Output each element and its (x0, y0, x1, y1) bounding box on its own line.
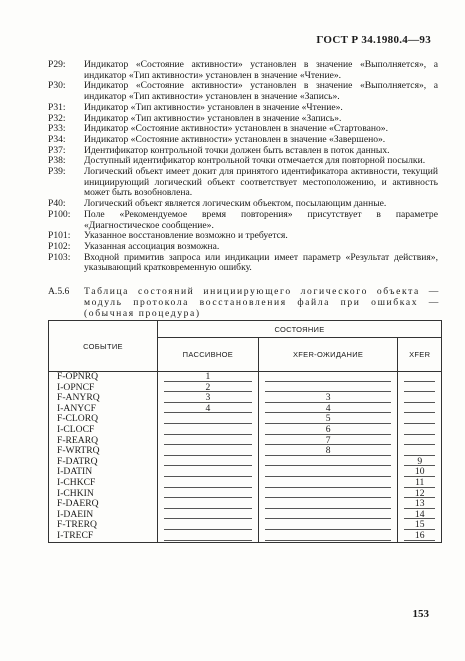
column-header-passive: ПАССИВНОЕ (158, 338, 259, 372)
definition-code: P38: (48, 155, 66, 167)
state-cell (258, 467, 398, 478)
cell-underline (164, 444, 252, 445)
definition-code: P30: (48, 80, 66, 92)
cell-value: 13 (414, 498, 425, 510)
state-cell (398, 404, 442, 415)
state-cell (158, 457, 259, 468)
state-cell (398, 414, 442, 425)
state-cell (258, 446, 398, 457)
state-cell (258, 520, 398, 531)
table-row (49, 446, 442, 457)
definition-code: P29: (48, 59, 66, 70)
cell-underline (404, 381, 435, 382)
table-row (49, 499, 442, 510)
cell-underline (265, 508, 392, 509)
cell-underline (265, 381, 392, 382)
cell-underline (404, 402, 435, 403)
state-cell (158, 467, 259, 478)
cell-underline (164, 465, 252, 466)
cell-underline (265, 497, 392, 498)
state-cell (158, 520, 259, 531)
cell-underline (164, 508, 252, 509)
cell-underline (265, 518, 392, 519)
table-row (49, 436, 442, 447)
definition-text: Индикатор «Состояние активности» установлен в значение «Выполняется», а индикатор «Тип активности» установлен в значение «Запись». (84, 80, 438, 103)
event-name: I-CLOCF (49, 425, 158, 436)
state-cell (398, 393, 442, 404)
column-header-xfer-waiting: XFER-ОЖИДАНИЕ (258, 338, 398, 372)
state-cell (158, 404, 259, 415)
column-header-xfer: XFER (398, 338, 442, 372)
definition-code: P37: (48, 144, 66, 156)
cell-value: 12 (414, 487, 425, 499)
cell-underline (164, 540, 252, 541)
state-cell (398, 436, 442, 447)
definition-text: Индикатор «Тип активности» установлен в значение «Чтение». (84, 101, 343, 113)
cell-underline (164, 455, 252, 456)
definition-code: P100: (48, 208, 71, 220)
table-row (49, 510, 442, 521)
state-cell (158, 499, 259, 510)
cell-value: 16 (414, 529, 425, 541)
state-cell (398, 531, 442, 542)
state-cell (258, 489, 398, 500)
cell-value: 5 (325, 413, 331, 425)
definition-code: P32: (48, 112, 66, 124)
cell-underline (164, 487, 252, 488)
cell-underline (404, 444, 435, 445)
event-name: F-DAERQ (49, 499, 158, 510)
cell-underline (164, 497, 252, 498)
cell-value: 8 (325, 445, 331, 457)
definition-text: Поле «Рекомендуемое время повторения» присутствует в параметре «Диагностическое сообщение». (84, 208, 438, 231)
state-cell (258, 457, 398, 468)
cell-underline (164, 434, 252, 435)
cell-value: 3 (205, 392, 211, 404)
definition-item (48, 81, 438, 102)
state-cell (258, 372, 398, 383)
cell-value: 3 (325, 392, 331, 404)
cell-value: 4 (325, 402, 331, 414)
table-row (49, 467, 442, 478)
definition-code: P40: (48, 198, 66, 210)
table-row (49, 425, 442, 436)
state-cell (398, 383, 442, 394)
definition-text: Указанная ассоциация возможна. (84, 240, 220, 252)
cell-underline (164, 412, 252, 413)
definition-code: P39: (48, 166, 66, 178)
cell-underline (265, 476, 392, 477)
definition-code: P34: (48, 133, 66, 145)
page-number: 153 (412, 608, 429, 620)
definition-text: Идентификатор контрольной точки должен быть вставлен в поток данных. (84, 144, 390, 156)
definition-item (48, 210, 438, 231)
table-row (49, 393, 442, 404)
document-header: ГОСТ Р 34.1980.4—93 (316, 34, 431, 46)
state-cell (398, 372, 442, 383)
definition-code: P101: (48, 230, 71, 242)
cell-underline (164, 529, 252, 530)
event-name: I-DATIN (49, 467, 158, 478)
cell-underline (265, 465, 392, 466)
definition-item (48, 60, 438, 81)
cell-underline (404, 540, 435, 541)
definition-text: Логический объект является логическим объектом, посылающим данные. (84, 198, 387, 210)
event-name: F-TRERQ (49, 520, 158, 531)
state-cell (158, 425, 259, 436)
definition-text: Входной примитив запроса или индикации имеет параметр «Результат действия», указывающий кратковременную ошибку. (84, 251, 438, 274)
definition-text: Логический объект имеет докит для принятого идентификатора активности, текущий инициирующий логический объект соответствует местоположению, и активность может быть возобновлена. (84, 166, 438, 199)
cell-underline (404, 434, 435, 435)
definition-code: P103: (48, 251, 71, 263)
cell-value: 15 (414, 519, 425, 531)
cell-underline (265, 529, 392, 530)
cell-underline (404, 412, 435, 413)
event-name: F-REARQ (49, 436, 158, 447)
definitions-list (48, 60, 438, 274)
state-cell (158, 414, 259, 425)
event-name: F-OPNRQ (49, 372, 158, 383)
state-cell (258, 531, 398, 542)
state-cell (258, 478, 398, 489)
cell-value: 4 (205, 402, 211, 414)
state-cell (158, 436, 259, 447)
event-name: I-DAEIN (49, 510, 158, 521)
cell-underline (265, 455, 392, 456)
state-cell (258, 510, 398, 521)
table-row (49, 383, 442, 394)
event-name: I-TRECF (49, 531, 158, 542)
table-row (49, 372, 442, 383)
cell-value: 2 (205, 381, 211, 393)
definition-text: Индикатор «Состояние активности» установлен в значение «Выполняется», а индикатор «Тип активности» установлен в значение «Чтение». (84, 59, 438, 81)
event-name: I-CHKIN (49, 489, 158, 500)
table-row (49, 457, 442, 468)
event-name: F-DATRQ (49, 457, 158, 468)
cell-value: 14 (414, 508, 425, 520)
state-cell (158, 478, 259, 489)
state-table (48, 320, 442, 543)
cell-underline (164, 423, 252, 424)
table-row (49, 478, 442, 489)
definition-text: Индикатор «Тип активности» установлен в значение «Запись». (84, 112, 342, 124)
definition-text: Доступный идентификатор контрольной точки отмечается для повторной посылки. (84, 155, 426, 167)
cell-underline (164, 518, 252, 519)
event-name: I-OPNCF (49, 383, 158, 394)
cell-value: 9 (417, 455, 423, 467)
definition-item (48, 103, 438, 114)
cell-underline (265, 487, 392, 488)
state-cell (158, 531, 259, 542)
event-name: I-CHKCF (49, 478, 158, 489)
table-row (49, 414, 442, 425)
state-cell (258, 499, 398, 510)
table-row (49, 489, 442, 500)
table-row (49, 404, 442, 415)
caption-text: Таблица состояний инициирующего логического объекта — модуль протокола восстановления файла при ошибках — (обычная процедура) (84, 286, 440, 319)
cell-underline (265, 540, 392, 541)
cell-underline (164, 476, 252, 477)
cell-value: 6 (325, 423, 331, 435)
cell-value: 7 (325, 434, 331, 446)
state-cell (158, 510, 259, 521)
definition-text: Указанное восстановление возможно и требуется. (84, 230, 288, 242)
event-column-header: СОБЫТИЕ (49, 321, 158, 372)
event-name: I-ANYCF (49, 404, 158, 415)
cell-value: 11 (415, 476, 425, 488)
state-cell (158, 446, 259, 457)
event-name: F-ANYRQ (49, 393, 158, 404)
definition-item (48, 167, 438, 199)
state-group-header: СОСТОЯНИЕ (158, 321, 442, 338)
definition-text: Индикатор «Состояние активности» установлен в значение «Стартовано». (84, 123, 388, 135)
definition-code: P31: (48, 101, 66, 113)
definition-code: P33: (48, 123, 66, 135)
cell-value: 1 (205, 371, 211, 382)
state-cell (398, 425, 442, 436)
event-name: F-CLORQ (49, 414, 158, 425)
cell-underline (404, 423, 435, 424)
cell-value: 10 (414, 466, 425, 478)
definition-item (48, 253, 438, 274)
event-name: F-WRTRQ (49, 446, 158, 457)
definition-code: P102: (48, 240, 71, 252)
table-row (49, 531, 442, 542)
table-caption (48, 286, 440, 319)
cell-underline (404, 391, 435, 392)
state-cell (158, 489, 259, 500)
caption-number: A.5.6 (48, 286, 70, 297)
definition-text: Индикатор «Состояние активности» установлен в значение «Завершено». (84, 133, 386, 145)
table-row (49, 520, 442, 531)
